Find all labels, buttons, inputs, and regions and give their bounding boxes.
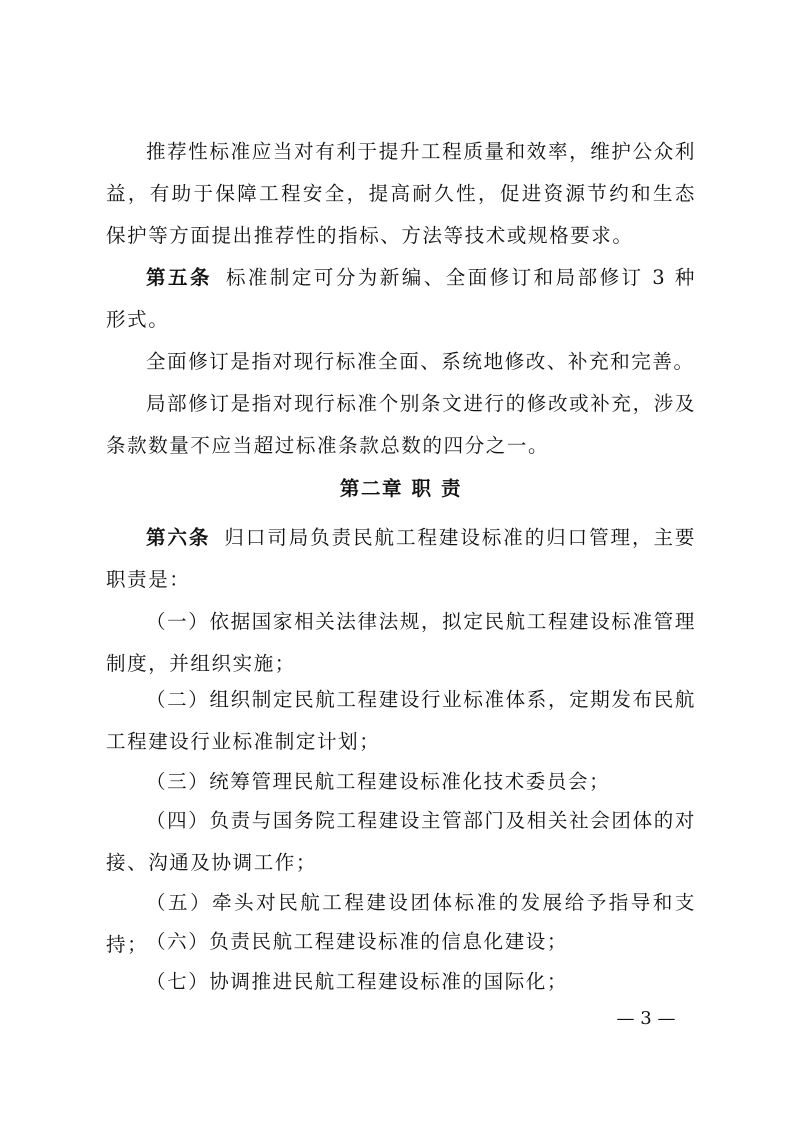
list-item-text: （五）牵头对民航工程建设团体标准的发展给予指导和支持； xyxy=(106,891,696,956)
article-5-text: 标准制定可分为新编、全面修订和局部修订 3 种形式。 xyxy=(106,266,696,331)
article-6-label: 第六条 xyxy=(146,526,211,549)
paragraph-partial-revision xyxy=(106,383,696,467)
article-5-label: 第五条 xyxy=(146,266,212,289)
list-item-4 xyxy=(106,800,696,884)
list-item-3 xyxy=(106,761,696,803)
list-item-text: （二）组织制定民航工程建设行业标准体系，定期发布民航工程建设行业标准制定计划； xyxy=(106,688,696,753)
list-item-6 xyxy=(106,921,696,963)
article-6 xyxy=(106,517,696,601)
paragraph-text: 推荐性标准应当对有利于提升工程质量和效率，维护公众利益，有助于保障工程安全，提高耐久性，促进资源节约和生态保护等方面提出推荐性的指标、方法等技术或规格要求。 xyxy=(106,140,696,247)
article-5 xyxy=(106,257,696,341)
paragraph-full-revision xyxy=(106,341,696,383)
list-item-text: （一）依据国家相关法律法规，拟定民航工程建设标准管理制度，并组织实施； xyxy=(106,610,696,675)
list-item-text: （四）负责与国务院工程建设主管部门及相关社会团体的对接、沟通及协调工作； xyxy=(106,809,696,874)
paragraph-recommended-standards xyxy=(106,131,696,257)
chapter-title: 第二章 职 责 xyxy=(339,477,463,500)
list-item-text: （六）负责民航工程建设标准的信息化建设； xyxy=(146,930,569,953)
paragraph-text: 全面修订是指对现行标准全面、系统地修改、补充和完善。 xyxy=(146,350,695,373)
list-item-1 xyxy=(106,601,696,685)
list-item-2 xyxy=(106,679,696,763)
list-item-7 xyxy=(106,961,696,1003)
article-6-text: 归口司局负责民航工程建设标准的归口管理，主要职责是： xyxy=(106,526,696,591)
paragraph-text: 局部修订是指对现行标准个别条文进行的修改或补充，涉及条款数量不应当超过标准条款总数的四分之一。 xyxy=(106,392,696,457)
list-item-text: （七）协调推进民航工程建设标准的国际化； xyxy=(146,970,569,993)
page-number: — 3 — xyxy=(616,1008,676,1029)
list-item-text: （三）统筹管理民航工程建设标准化技术委员会； xyxy=(146,770,611,793)
